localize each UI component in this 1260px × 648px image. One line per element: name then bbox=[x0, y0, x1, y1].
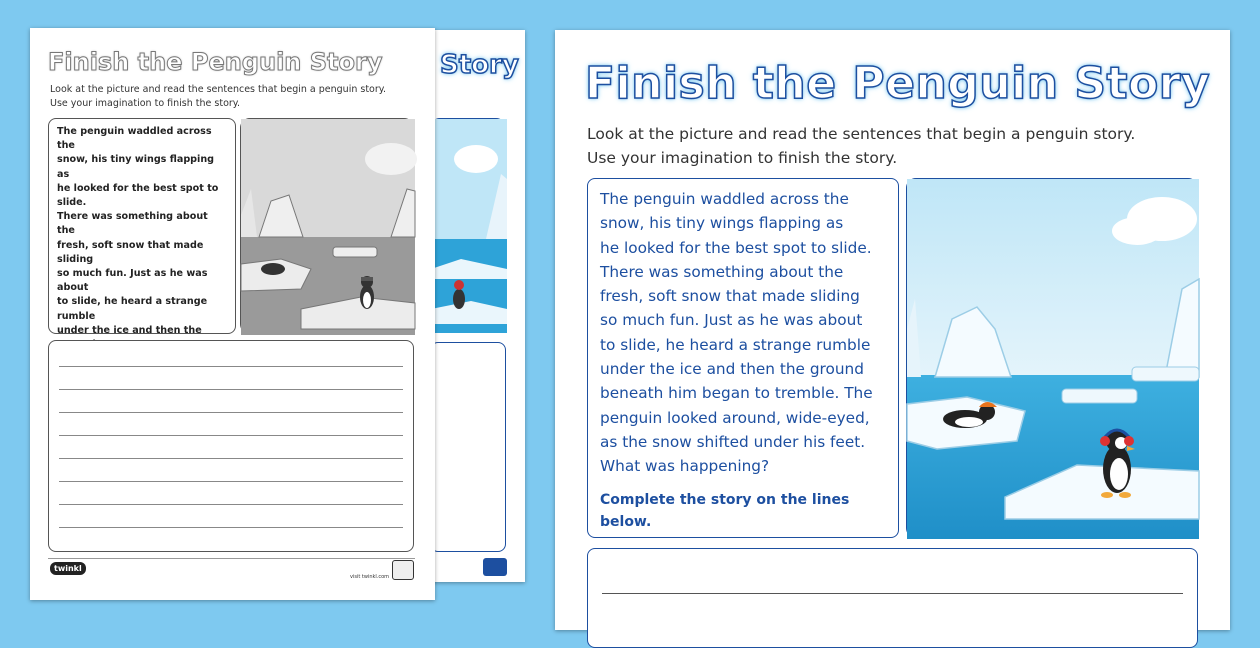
story-line: penguin looked around, wide-eyed, bbox=[600, 408, 870, 427]
story-line: beneath him began to tremble. The bbox=[600, 384, 873, 403]
small-instructions-line1: Look at the picture and read the sentences that begin a penguin story. bbox=[50, 84, 387, 95]
small-footer-rule bbox=[48, 558, 415, 559]
small-instructions bbox=[50, 83, 430, 111]
story-line: so much fun. Just as he was about bbox=[600, 311, 863, 330]
small-story-line: so much fun. Just as he was about bbox=[57, 268, 208, 294]
story-line: fresh, soft snow that made sliding bbox=[600, 287, 860, 306]
writing-line bbox=[602, 593, 1183, 594]
instructions-line2: Use your imagination to finish the story. bbox=[587, 149, 898, 167]
story-line: There was something about the bbox=[600, 262, 844, 281]
small-story-line: snow, his tiny wings flapping as bbox=[57, 154, 215, 180]
instructions-line1: Look at the picture and read the sentences that begin a penguin story. bbox=[587, 125, 1136, 143]
story-line: under the ice and then the ground bbox=[600, 360, 864, 379]
small-footer-logo: twinkl bbox=[50, 562, 86, 575]
back-writing-box bbox=[430, 342, 506, 552]
small-story-line: he looked for the best spot to slide. bbox=[57, 182, 219, 209]
back-footer-logo bbox=[483, 558, 507, 576]
small-writing-box bbox=[48, 340, 414, 552]
small-story-line: under the ice and then the bbox=[57, 324, 202, 336]
small-story-box bbox=[48, 118, 236, 334]
back-penguin-picture bbox=[430, 118, 506, 332]
small-story-line: There was something about the bbox=[57, 211, 208, 237]
instructions bbox=[587, 122, 1135, 170]
small-title: Finish the Penguin Story bbox=[48, 48, 383, 76]
penguin-picture bbox=[906, 178, 1198, 538]
front-worksheet-thumbnail bbox=[30, 28, 435, 600]
story-line: he looked for the best spot to slide. bbox=[600, 238, 872, 257]
small-story-line: to slide, he heard a strange rumble bbox=[57, 296, 208, 322]
prompt-line2: below. bbox=[600, 513, 652, 530]
small-footer-badge bbox=[392, 560, 414, 580]
small-instructions-line2: Use your imagination to finish the story. bbox=[50, 98, 241, 109]
story-line: What was happening? bbox=[600, 457, 770, 476]
main-worksheet bbox=[555, 30, 1230, 630]
prompt-line1: Complete the story on the lines bbox=[600, 491, 850, 508]
small-story-line: The penguin waddled across the bbox=[57, 126, 212, 152]
story-line: snow, his tiny wings flapping as bbox=[600, 214, 844, 233]
small-footer-site: visit twinkl.com bbox=[350, 574, 390, 580]
writing-box bbox=[587, 548, 1198, 648]
story-line: as the snow shifted under his feet. bbox=[600, 432, 866, 451]
story-box bbox=[587, 178, 899, 538]
small-story-line: fresh, soft snow that made sliding bbox=[57, 239, 204, 265]
page-title: Finish the Penguin Story bbox=[585, 58, 1211, 109]
small-penguin-picture bbox=[240, 118, 414, 334]
story-line: The penguin waddled across the bbox=[600, 190, 849, 208]
story-line: to slide, he heard a strange rumble bbox=[600, 335, 871, 354]
back-title-fragment: Story bbox=[440, 50, 519, 80]
